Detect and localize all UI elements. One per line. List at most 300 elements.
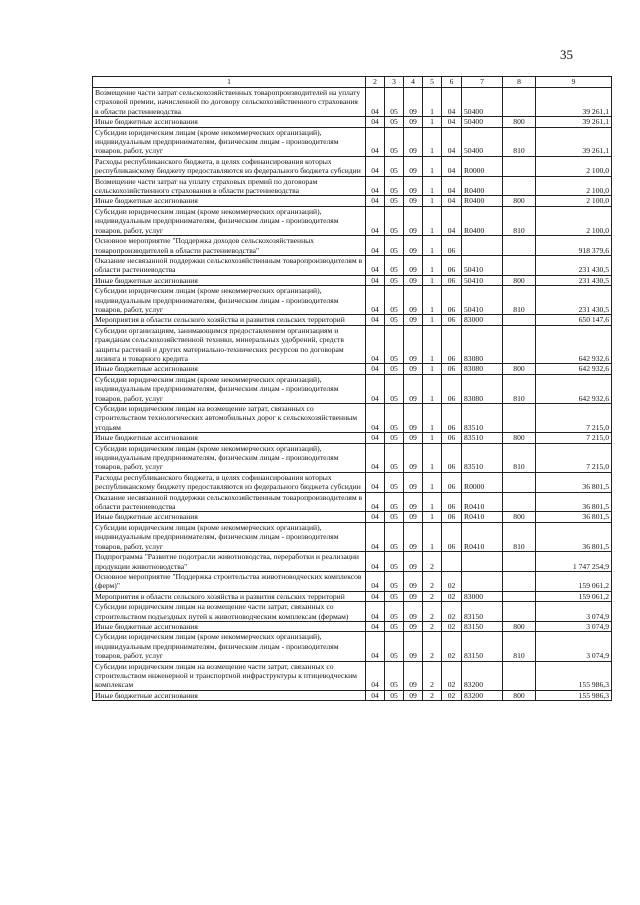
code-program: 09 bbox=[404, 621, 423, 631]
code-subprogram: 1 bbox=[423, 433, 442, 443]
code-program: 09 bbox=[404, 206, 423, 235]
code-program: 09 bbox=[404, 632, 423, 661]
row-description: Иные бюджетные ассигнования bbox=[93, 196, 366, 206]
row-amount: 650 147,6 bbox=[536, 315, 612, 325]
code-section: 05 bbox=[385, 621, 404, 631]
code-ministry: 04 bbox=[366, 591, 385, 601]
code-expense-type: 800 bbox=[503, 512, 536, 522]
code-direction: 83080 bbox=[462, 364, 503, 374]
code-ministry: 04 bbox=[366, 443, 385, 472]
code-event: 06 bbox=[442, 472, 462, 492]
row-description: Субсидии юридическим лицам на возмещение части затрат, связанных со строительством инженерной и транспортной инфраструктуры к птицеводческим комплексам bbox=[93, 661, 366, 690]
row-amount: 231 430,5 bbox=[536, 275, 612, 285]
code-expense-type: 810 bbox=[503, 632, 536, 661]
code-subprogram: 1 bbox=[423, 512, 442, 522]
row-description: Расходы республиканского бюджета, в целях софинансирования которых республиканскому бюджету предоставляются из федерального бюджета субсидии bbox=[93, 472, 366, 492]
code-program: 09 bbox=[404, 117, 423, 127]
row-description: Субсидии юридическим лицам на возмещение части затрат, связанных со строительством подъездных путей к животноводческим комплексам (фермам) bbox=[93, 602, 366, 622]
code-event: 06 bbox=[442, 255, 462, 275]
code-expense-type bbox=[503, 552, 536, 572]
code-subprogram: 1 bbox=[423, 315, 442, 325]
code-program: 09 bbox=[404, 286, 423, 315]
code-expense-type: 810 bbox=[503, 443, 536, 472]
code-section: 05 bbox=[385, 632, 404, 661]
row-description: Основное мероприятие "Поддержка доходов сельскохозяйственных товаропроизводителей в области растениеводства" bbox=[93, 236, 366, 256]
code-program: 09 bbox=[404, 275, 423, 285]
code-event: 02 bbox=[442, 632, 462, 661]
code-direction: 83080 bbox=[462, 374, 503, 403]
code-expense-type: 810 bbox=[503, 522, 536, 551]
code-ministry: 04 bbox=[366, 156, 385, 176]
code-section: 05 bbox=[385, 433, 404, 443]
code-ministry: 04 bbox=[366, 690, 385, 700]
code-direction: 83000 bbox=[462, 315, 503, 325]
code-expense-type bbox=[503, 255, 536, 275]
code-subprogram: 1 bbox=[423, 374, 442, 403]
code-direction: 83510 bbox=[462, 404, 503, 433]
row-amount: 36 801,5 bbox=[536, 472, 612, 492]
table-row bbox=[93, 196, 612, 206]
row-description: Возмещение части затрат на уплату страховых премий по договорам сельскохозяйственного страхования в области растениеводства bbox=[93, 176, 366, 196]
code-direction: 83200 bbox=[462, 690, 503, 700]
row-description: Субсидии юридическим лицам на возмещение затрат, связанных со строительством технологических автомобильных дорог к сельскохозяйственным угодьям bbox=[93, 404, 366, 433]
code-subprogram: 1 bbox=[423, 325, 442, 364]
code-section: 05 bbox=[385, 661, 404, 690]
code-ministry: 04 bbox=[366, 325, 385, 364]
code-expense-type bbox=[503, 176, 536, 196]
code-section: 05 bbox=[385, 591, 404, 601]
table-row bbox=[93, 443, 612, 472]
table-row bbox=[93, 315, 612, 325]
code-program: 09 bbox=[404, 512, 423, 522]
code-event: 06 bbox=[442, 325, 462, 364]
row-amount: 642 932,6 bbox=[536, 325, 612, 364]
code-direction bbox=[462, 236, 503, 256]
code-program: 09 bbox=[404, 127, 423, 156]
code-event: 04 bbox=[442, 196, 462, 206]
code-event: 04 bbox=[442, 176, 462, 196]
code-ministry: 04 bbox=[366, 88, 385, 117]
code-ministry: 04 bbox=[366, 196, 385, 206]
row-description: Иные бюджетные ассигнования bbox=[93, 512, 366, 522]
code-subprogram: 1 bbox=[423, 117, 442, 127]
table-row bbox=[93, 472, 612, 492]
code-program: 09 bbox=[404, 522, 423, 551]
code-subprogram: 2 bbox=[423, 591, 442, 601]
code-program: 09 bbox=[404, 602, 423, 622]
code-subprogram: 2 bbox=[423, 661, 442, 690]
code-event: 04 bbox=[442, 88, 462, 117]
row-amount: 36 801,5 bbox=[536, 522, 612, 551]
row-amount: 642 932,6 bbox=[536, 364, 612, 374]
column-header-5: 5 bbox=[423, 77, 442, 88]
code-section: 05 bbox=[385, 552, 404, 572]
code-expense-type bbox=[503, 661, 536, 690]
column-header-2: 2 bbox=[366, 77, 385, 88]
code-subprogram: 1 bbox=[423, 206, 442, 235]
code-subprogram: 1 bbox=[423, 176, 442, 196]
column-header-1: 1 bbox=[93, 77, 366, 88]
code-direction: R0410 bbox=[462, 512, 503, 522]
code-ministry: 04 bbox=[366, 364, 385, 374]
row-amount: 159 061,2 bbox=[536, 571, 612, 591]
row-description: Субсидии юридическим лицам (кроме некоммерческих организаций), индивидуальным предпринимателям, физическим лицам - производителям товаров, работ, услуг bbox=[93, 522, 366, 551]
code-event: 06 bbox=[442, 286, 462, 315]
table-row bbox=[93, 591, 612, 601]
row-amount: 2 100,0 bbox=[536, 206, 612, 235]
code-ministry: 04 bbox=[366, 512, 385, 522]
row-description: Иные бюджетные ассигнования bbox=[93, 117, 366, 127]
code-section: 05 bbox=[385, 206, 404, 235]
code-subprogram: 2 bbox=[423, 602, 442, 622]
code-event: 02 bbox=[442, 602, 462, 622]
code-subprogram: 2 bbox=[423, 552, 442, 572]
table-row bbox=[93, 492, 612, 512]
code-event: 02 bbox=[442, 690, 462, 700]
row-description: Субсидии юридическим лицам (кроме некоммерческих организаций), индивидуальным предпринимателям, физическим лицам - производителям товаров, работ, услуг bbox=[93, 127, 366, 156]
code-section: 05 bbox=[385, 315, 404, 325]
code-section: 05 bbox=[385, 88, 404, 117]
row-description: Субсидии юридическим лицам (кроме некоммерческих организаций), индивидуальным предпринимателям, физическим лицам - производителям товаров, работ, услуг bbox=[93, 286, 366, 315]
row-description: Субсидии юридическим лицам (кроме некоммерческих организаций), индивидуальным предпринимателям, физическим лицам - производителям товаров, работ, услуг bbox=[93, 206, 366, 235]
row-amount: 7 215,0 bbox=[536, 404, 612, 433]
table-row bbox=[93, 404, 612, 433]
code-program: 09 bbox=[404, 255, 423, 275]
code-ministry: 04 bbox=[366, 472, 385, 492]
code-direction: 83150 bbox=[462, 632, 503, 661]
row-description: Иные бюджетные ассигнования bbox=[93, 621, 366, 631]
row-description: Иные бюджетные ассигнования bbox=[93, 275, 366, 285]
code-ministry: 04 bbox=[366, 127, 385, 156]
code-subprogram: 1 bbox=[423, 443, 442, 472]
column-header-9: 9 bbox=[536, 77, 612, 88]
code-subprogram: 1 bbox=[423, 364, 442, 374]
code-subprogram: 1 bbox=[423, 404, 442, 433]
code-program: 09 bbox=[404, 404, 423, 433]
code-program: 09 bbox=[404, 571, 423, 591]
code-direction: 50400 bbox=[462, 117, 503, 127]
table-row bbox=[93, 127, 612, 156]
code-event: 06 bbox=[442, 236, 462, 256]
code-event bbox=[442, 552, 462, 572]
code-event: 04 bbox=[442, 206, 462, 235]
code-event: 04 bbox=[442, 156, 462, 176]
code-expense-type bbox=[503, 472, 536, 492]
code-direction bbox=[462, 571, 503, 591]
code-expense-type: 810 bbox=[503, 206, 536, 235]
code-expense-type: 800 bbox=[503, 621, 536, 631]
code-direction: R0410 bbox=[462, 522, 503, 551]
table-row bbox=[93, 156, 612, 176]
code-section: 05 bbox=[385, 196, 404, 206]
code-expense-type bbox=[503, 236, 536, 256]
code-section: 05 bbox=[385, 522, 404, 551]
code-event: 04 bbox=[442, 127, 462, 156]
code-ministry: 04 bbox=[366, 315, 385, 325]
code-direction: 83000 bbox=[462, 591, 503, 601]
code-program: 09 bbox=[404, 196, 423, 206]
code-expense-type: 800 bbox=[503, 690, 536, 700]
code-direction: 50410 bbox=[462, 286, 503, 315]
row-amount: 1 747 254,9 bbox=[536, 552, 612, 572]
row-amount: 36 801,5 bbox=[536, 492, 612, 512]
code-section: 05 bbox=[385, 602, 404, 622]
code-program: 09 bbox=[404, 591, 423, 601]
row-description: Возмещение части затрат сельскохозяйственных товаропроизводителей на уплату страховой премии, начисленной по договору сельскохозяйственного страхования в области растениеводства bbox=[93, 88, 366, 117]
code-section: 05 bbox=[385, 492, 404, 512]
code-ministry: 04 bbox=[366, 374, 385, 403]
row-description: Расходы республиканского бюджета, в целях софинансирования которых республиканскому бюджету предоставляются из федерального бюджета субсидии bbox=[93, 156, 366, 176]
table-row bbox=[93, 571, 612, 591]
table-row bbox=[93, 552, 612, 572]
row-description: Иные бюджетные ассигнования bbox=[93, 690, 366, 700]
code-event: 02 bbox=[442, 591, 462, 601]
row-amount: 642 932,6 bbox=[536, 374, 612, 403]
code-section: 05 bbox=[385, 176, 404, 196]
table-row bbox=[93, 117, 612, 127]
code-event: 06 bbox=[442, 522, 462, 551]
code-section: 05 bbox=[385, 443, 404, 472]
code-ministry: 04 bbox=[366, 433, 385, 443]
code-expense-type: 800 bbox=[503, 433, 536, 443]
code-expense-type bbox=[503, 602, 536, 622]
code-subprogram: 1 bbox=[423, 472, 442, 492]
code-program: 09 bbox=[404, 236, 423, 256]
code-program: 09 bbox=[404, 364, 423, 374]
code-direction: 50400 bbox=[462, 127, 503, 156]
code-ministry: 04 bbox=[366, 255, 385, 275]
code-program: 09 bbox=[404, 443, 423, 472]
table-row bbox=[93, 621, 612, 631]
code-ministry: 04 bbox=[366, 286, 385, 315]
header-row bbox=[93, 77, 612, 88]
code-direction bbox=[462, 552, 503, 572]
row-description: Иные бюджетные ассигнования bbox=[93, 364, 366, 374]
row-description: Основное мероприятие "Поддержка строительства животноводческих комплексов (ферм)" bbox=[93, 571, 366, 591]
row-description: Оказание несвязанной поддержки сельскохозяйственным товаропроизводителям в области растениеводства bbox=[93, 255, 366, 275]
code-program: 09 bbox=[404, 472, 423, 492]
code-program: 09 bbox=[404, 156, 423, 176]
code-program: 09 bbox=[404, 374, 423, 403]
code-expense-type bbox=[503, 156, 536, 176]
code-ministry: 04 bbox=[366, 661, 385, 690]
table-row bbox=[93, 661, 612, 690]
row-description: Оказание несвязанной поддержки сельскохозяйственным товаропроизводителям в области растениеводства bbox=[93, 492, 366, 512]
code-subprogram: 1 bbox=[423, 522, 442, 551]
table-row bbox=[93, 325, 612, 364]
column-header-8: 8 bbox=[503, 77, 536, 88]
code-program: 09 bbox=[404, 433, 423, 443]
code-ministry: 04 bbox=[366, 206, 385, 235]
row-amount: 231 430,5 bbox=[536, 286, 612, 315]
table-row bbox=[93, 433, 612, 443]
code-expense-type: 800 bbox=[503, 364, 536, 374]
code-ministry: 04 bbox=[366, 275, 385, 285]
table-row bbox=[93, 176, 612, 196]
row-description: Подпрограмма "Развитие подотрасли животноводства, переработки и реализации продукции животноводства" bbox=[93, 552, 366, 572]
table-row bbox=[93, 632, 612, 661]
code-section: 05 bbox=[385, 236, 404, 256]
code-expense-type bbox=[503, 571, 536, 591]
table-row bbox=[93, 206, 612, 235]
row-amount: 2 100,0 bbox=[536, 156, 612, 176]
code-section: 05 bbox=[385, 512, 404, 522]
code-ministry: 04 bbox=[366, 602, 385, 622]
row-amount: 39 261,1 bbox=[536, 88, 612, 117]
code-event: 02 bbox=[442, 571, 462, 591]
code-subprogram: 1 bbox=[423, 255, 442, 275]
code-direction: 83200 bbox=[462, 661, 503, 690]
table-row bbox=[93, 255, 612, 275]
code-expense-type bbox=[503, 315, 536, 325]
code-subprogram: 1 bbox=[423, 286, 442, 315]
row-description: Иные бюджетные ассигнования bbox=[93, 433, 366, 443]
code-direction: R0400 bbox=[462, 176, 503, 196]
table-row bbox=[93, 88, 612, 117]
code-subprogram: 2 bbox=[423, 690, 442, 700]
code-program: 09 bbox=[404, 661, 423, 690]
code-direction: R0410 bbox=[462, 492, 503, 512]
code-ministry: 04 bbox=[366, 404, 385, 433]
row-description: Мероприятия в области сельского хозяйства и развития сельских территорий bbox=[93, 591, 366, 601]
row-amount: 918 379,6 bbox=[536, 236, 612, 256]
code-ministry: 04 bbox=[366, 117, 385, 127]
code-expense-type: 800 bbox=[503, 117, 536, 127]
code-direction: 50410 bbox=[462, 275, 503, 285]
code-program: 09 bbox=[404, 552, 423, 572]
code-event: 04 bbox=[442, 117, 462, 127]
code-ministry: 04 bbox=[366, 621, 385, 631]
row-description: Субсидии юридическим лицам (кроме некоммерческих организаций), индивидуальным предпринимателям, физическим лицам - производителям товаров, работ, услуг bbox=[93, 632, 366, 661]
code-ministry: 04 bbox=[366, 552, 385, 572]
code-program: 09 bbox=[404, 88, 423, 117]
code-event: 06 bbox=[442, 315, 462, 325]
code-section: 05 bbox=[385, 690, 404, 700]
code-subprogram: 1 bbox=[423, 127, 442, 156]
code-direction: R0400 bbox=[462, 206, 503, 235]
row-amount: 231 430,5 bbox=[536, 255, 612, 275]
row-amount: 155 986,3 bbox=[536, 661, 612, 690]
code-event: 06 bbox=[442, 433, 462, 443]
code-expense-type: 800 bbox=[503, 275, 536, 285]
code-event: 06 bbox=[442, 512, 462, 522]
code-section: 05 bbox=[385, 255, 404, 275]
row-description: Субсидии организациям, занимающимся предоставлением организациям и гражданам сельскохозяйственной техники, минеральных удобрений, средств защиты растений и других материально-технических ресурсов по договорам лизинга и товарного кредита bbox=[93, 325, 366, 364]
code-program: 09 bbox=[404, 690, 423, 700]
code-subprogram: 2 bbox=[423, 621, 442, 631]
table-body bbox=[93, 88, 612, 701]
code-subprogram: 1 bbox=[423, 156, 442, 176]
row-amount: 2 100,0 bbox=[536, 196, 612, 206]
row-amount: 7 215,0 bbox=[536, 443, 612, 472]
code-program: 09 bbox=[404, 176, 423, 196]
code-expense-type bbox=[503, 88, 536, 117]
column-header-6: 6 bbox=[442, 77, 462, 88]
code-event: 02 bbox=[442, 621, 462, 631]
code-direction: 83510 bbox=[462, 443, 503, 472]
code-subprogram: 1 bbox=[423, 236, 442, 256]
code-section: 05 bbox=[385, 127, 404, 156]
code-section: 05 bbox=[385, 156, 404, 176]
code-section: 05 bbox=[385, 117, 404, 127]
row-description: Субсидии юридическим лицам (кроме некоммерческих организаций), индивидуальным предпринимателям, физическим лицам - производителям товаров, работ, услуг bbox=[93, 443, 366, 472]
column-header-4: 4 bbox=[404, 77, 423, 88]
row-amount: 36 801,5 bbox=[536, 512, 612, 522]
row-amount: 159 061,2 bbox=[536, 591, 612, 601]
code-direction: 83080 bbox=[462, 325, 503, 364]
code-event: 06 bbox=[442, 492, 462, 512]
code-program: 09 bbox=[404, 315, 423, 325]
code-subprogram: 1 bbox=[423, 275, 442, 285]
code-section: 05 bbox=[385, 472, 404, 492]
code-subprogram: 1 bbox=[423, 88, 442, 117]
code-direction: 83510 bbox=[462, 433, 503, 443]
code-direction: 83150 bbox=[462, 621, 503, 631]
budget-table bbox=[92, 76, 612, 701]
code-direction: 83150 bbox=[462, 602, 503, 622]
code-section: 05 bbox=[385, 286, 404, 315]
code-subprogram: 1 bbox=[423, 196, 442, 206]
code-subprogram: 2 bbox=[423, 571, 442, 591]
code-expense-type bbox=[503, 591, 536, 601]
table-row bbox=[93, 690, 612, 700]
code-direction: R0400 bbox=[462, 196, 503, 206]
code-event: 06 bbox=[442, 443, 462, 472]
code-section: 05 bbox=[385, 571, 404, 591]
code-expense-type bbox=[503, 404, 536, 433]
row-amount: 3 074,9 bbox=[536, 602, 612, 622]
code-expense-type: 810 bbox=[503, 127, 536, 156]
row-amount: 2 100,0 bbox=[536, 176, 612, 196]
table-row bbox=[93, 364, 612, 374]
row-amount: 3 074,9 bbox=[536, 632, 612, 661]
table-row bbox=[93, 275, 612, 285]
code-ministry: 04 bbox=[366, 522, 385, 551]
code-program: 09 bbox=[404, 325, 423, 364]
code-ministry: 04 bbox=[366, 571, 385, 591]
code-ministry: 04 bbox=[366, 632, 385, 661]
code-expense-type: 800 bbox=[503, 196, 536, 206]
row-amount: 7 215,0 bbox=[536, 433, 612, 443]
row-amount: 155 986,3 bbox=[536, 690, 612, 700]
code-direction: 50400 bbox=[462, 88, 503, 117]
column-header-3: 3 bbox=[385, 77, 404, 88]
code-program: 09 bbox=[404, 492, 423, 512]
code-subprogram: 1 bbox=[423, 492, 442, 512]
code-section: 05 bbox=[385, 325, 404, 364]
code-event: 06 bbox=[442, 275, 462, 285]
code-direction: R0000 bbox=[462, 156, 503, 176]
code-subprogram: 2 bbox=[423, 632, 442, 661]
row-amount: 39 261,1 bbox=[536, 127, 612, 156]
code-expense-type bbox=[503, 492, 536, 512]
code-direction: R0000 bbox=[462, 472, 503, 492]
code-ministry: 04 bbox=[366, 176, 385, 196]
table-row bbox=[93, 602, 612, 622]
row-description: Субсидии юридическим лицам (кроме некоммерческих организаций), индивидуальным предпринимателям, физическим лицам - производителям товаров, работ, услуг bbox=[93, 374, 366, 403]
column-header-7: 7 bbox=[462, 77, 503, 88]
code-event: 06 bbox=[442, 364, 462, 374]
code-event: 06 bbox=[442, 374, 462, 403]
code-ministry: 04 bbox=[366, 236, 385, 256]
code-direction: 50410 bbox=[462, 255, 503, 275]
code-event: 02 bbox=[442, 661, 462, 690]
code-expense-type: 810 bbox=[503, 286, 536, 315]
code-section: 05 bbox=[385, 374, 404, 403]
table-row bbox=[93, 522, 612, 551]
table-row bbox=[93, 374, 612, 403]
code-section: 05 bbox=[385, 404, 404, 433]
